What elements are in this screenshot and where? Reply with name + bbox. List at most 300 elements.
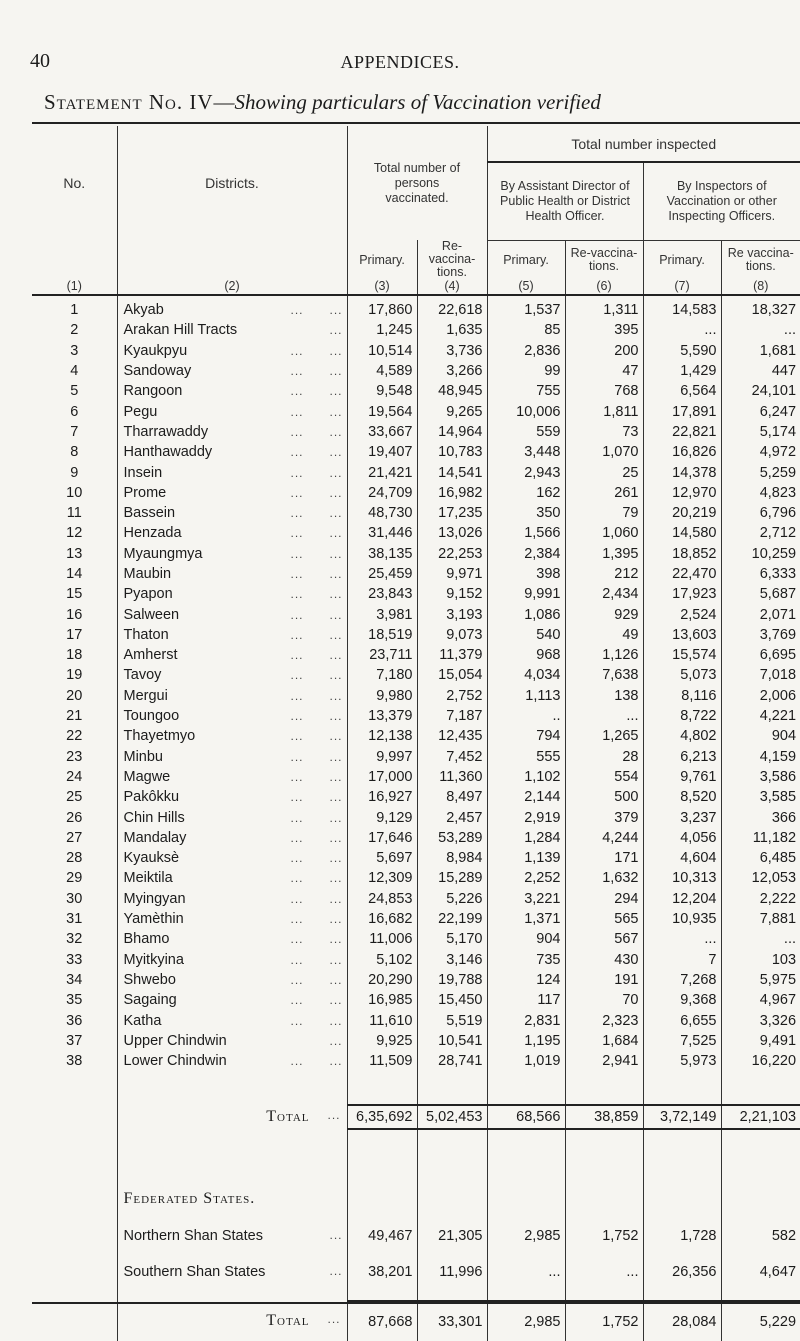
cell-row-number: 35 [32, 990, 117, 1010]
cell-revaccinated-inspected-adph: 379 [565, 807, 643, 827]
district-name: Pyapon [123, 586, 173, 603]
district-name: Toungoo [123, 708, 180, 725]
cell-primary-vaccinated: 9,925 [376, 1032, 413, 1049]
spacer-row [32, 1249, 800, 1259]
table-row [32, 645, 800, 665]
district-name: Myitkyina [123, 951, 184, 968]
cell-row-number: 27 [32, 828, 117, 848]
cell-primary-inspected-inspectors: 15,574 [672, 647, 717, 664]
header-primary-3: Primary. [359, 252, 405, 267]
cell-revaccinated-inspected-inspectors: 2,006 [721, 686, 800, 706]
cell-row-number: 5 [32, 381, 117, 401]
table-row [32, 807, 800, 827]
cell-primary-inspected-inspectors: 12,970 [672, 484, 717, 501]
cell-district [117, 889, 347, 909]
cell-revaccinated-inspected-inspectors: 7,881 [721, 909, 800, 929]
table-row [32, 828, 800, 848]
cell-primary-inspected-adph: 1,284 [524, 829, 561, 846]
cell-revaccinated-inspected-inspectors: 2,21,103 [721, 1105, 800, 1129]
cell-primary-inspected-inspectors: 4,056 [680, 829, 717, 846]
cell-revaccinated-inspected-inspectors: 4,221 [721, 706, 800, 726]
district-name: Rangoon [123, 383, 183, 400]
cell-district [117, 341, 347, 361]
cell-row-number: 4 [32, 361, 117, 381]
cell-primary-vaccinated: 20,290 [368, 971, 413, 988]
cell-revaccinated: 14,964 [417, 422, 487, 442]
cell-revaccinated: 9,265 [417, 401, 487, 421]
cell-row-number: 30 [32, 889, 117, 909]
leader-dots: ... ... [290, 993, 343, 1008]
cell-revaccinated-inspected-adph: 1,060 [565, 523, 643, 543]
table-row [32, 929, 800, 949]
cell-primary-inspected-adph: 85 [544, 322, 561, 339]
cell-district [117, 1259, 347, 1285]
leader-dots: ... ... [290, 506, 343, 521]
district-name: Yamèthin [123, 911, 184, 928]
leader-dots: ... ... [290, 1054, 343, 1069]
district-name: Mergui [123, 687, 168, 704]
cell-revaccinated-inspected-inspectors: ... [721, 320, 800, 340]
col-index-1: (1) [32, 279, 117, 295]
cell-primary-inspected-adph: 68,566 [487, 1105, 565, 1129]
leader-dots: ... ... [290, 668, 343, 683]
cell-district [117, 604, 347, 624]
cell-revaccinated-inspected-inspectors: 4,823 [721, 483, 800, 503]
cell-primary-inspected-adph: 2,943 [524, 464, 561, 481]
cell-primary-inspected-adph: 1,086 [524, 606, 561, 623]
cell-revaccinated: 7,452 [417, 747, 487, 767]
cell-revaccinated: 15,054 [417, 665, 487, 685]
spacer-row [32, 1285, 800, 1301]
cell-primary-inspected-adph: 1,019 [524, 1053, 561, 1070]
cell-row-number: 12 [32, 523, 117, 543]
leader-dots: ... ... [290, 810, 343, 825]
title-dash: — [213, 90, 235, 114]
cell-revaccinated-inspected-inspectors: 5,174 [721, 422, 800, 442]
cell-primary-vaccinated: 12,309 [368, 870, 413, 887]
cell-revaccinated: 15,450 [417, 990, 487, 1010]
cell-revaccinated-inspected-inspectors: 904 [721, 726, 800, 746]
cell-primary-inspected-adph: 9,991 [524, 586, 561, 603]
cell-primary-vaccinated: 31,446 [368, 525, 413, 542]
cell-revaccinated-inspected-adph: 49 [565, 625, 643, 645]
cell-revaccinated: 12,435 [417, 726, 487, 746]
cell-revaccinated-inspected-inspectors: 4,159 [721, 747, 800, 767]
cell-primary-vaccinated: 38,201 [368, 1264, 413, 1281]
cell-primary-inspected-adph: 2,836 [524, 342, 561, 359]
cell-primary-inspected-adph: 904 [536, 931, 561, 948]
cell-district [117, 462, 347, 482]
cell-primary-vaccinated: 24,853 [368, 890, 413, 907]
cell-row-number: 38 [32, 1051, 117, 1071]
table-row [32, 889, 800, 909]
cell-district [117, 544, 347, 564]
cell-revaccinated: 22,199 [417, 909, 487, 929]
cell-row-number: 28 [32, 848, 117, 868]
running-head: APPENDICES. [340, 52, 460, 72]
cell-revaccinated: 10,541 [417, 1031, 487, 1051]
cell-revaccinated-inspected-inspectors: 3,585 [721, 787, 800, 807]
cell-row-number: 18 [32, 645, 117, 665]
spacer-row [32, 1129, 800, 1185]
cell-row-number: 14 [32, 564, 117, 584]
leader-dots: ... [329, 1033, 343, 1048]
cell-revaccinated: 3,736 [417, 341, 487, 361]
cell-empty [32, 1301, 117, 1341]
cell-revaccinated-inspected-inspectors: 5,687 [721, 584, 800, 604]
cell-revaccinated: 7,187 [417, 706, 487, 726]
cell-primary-inspected-adph: 555 [536, 748, 561, 765]
cell-revaccinated-inspected-inspectors: 18,327 [721, 295, 800, 320]
cell-primary-inspected-adph: 968 [536, 647, 561, 664]
cell-district [117, 625, 347, 645]
cell-revaccinated-inspected-adph: 430 [565, 950, 643, 970]
cell-revaccinated-inspected-inspectors: 6,796 [721, 503, 800, 523]
leader-dots: ... ... [290, 932, 343, 947]
table-row [32, 401, 800, 421]
cell-revaccinated-inspected-inspectors: 2,712 [721, 523, 800, 543]
leader-dots: ... ... [290, 871, 343, 886]
cell-primary-inspected-inspectors: 16,826 [672, 444, 717, 461]
district-name: Tavoy [123, 667, 162, 684]
district-name: Mandalay [123, 829, 187, 846]
cell-revaccinated-inspected-inspectors: 3,586 [721, 767, 800, 787]
table-row [32, 462, 800, 482]
cell-primary-vaccinated: 19,564 [368, 403, 413, 420]
district-name: Pegu [123, 403, 158, 420]
cell-primary-vaccinated: 87,668 [347, 1301, 417, 1341]
cell-district [117, 848, 347, 868]
cell-revaccinated: 11,360 [417, 767, 487, 787]
statement-number: Statement No. IV [44, 90, 214, 114]
leader-dots: ... ... [290, 790, 343, 805]
cell-primary-vaccinated: 10,514 [368, 342, 413, 359]
cell-row-number: 23 [32, 747, 117, 767]
leader-dots: ... ... [290, 729, 343, 744]
cell-primary-inspected-adph: 117 [537, 992, 561, 1009]
cell-primary-inspected-adph: 540 [536, 626, 561, 643]
cell-revaccinated-inspected-inspectors: 1,681 [721, 341, 800, 361]
cell-revaccinated-inspected-adph: 138 [565, 686, 643, 706]
cell-primary-inspected-inspectors: 4,802 [680, 728, 717, 745]
table-row [32, 1259, 800, 1285]
cell-revaccinated-inspected-inspectors: 2,071 [721, 604, 800, 624]
leader-dots: ... [327, 1312, 341, 1327]
leader-dots: ... ... [290, 485, 343, 500]
cell-revaccinated-inspected-adph: 191 [565, 970, 643, 990]
cell-primary-inspected-adph: 3,221 [524, 890, 561, 907]
table-row [32, 1223, 800, 1249]
cell-revaccinated: 5,02,453 [417, 1105, 487, 1129]
cell-row-number: 17 [32, 625, 117, 645]
cell-revaccinated-inspected-adph: 2,434 [565, 584, 643, 604]
cell-primary-inspected-adph: 1,195 [524, 1032, 561, 1049]
cell-primary-inspected-inspectors: 7,525 [680, 1032, 717, 1049]
cell-revaccinated-inspected-inspectors: 16,220 [721, 1051, 800, 1071]
cell-revaccinated: 33,301 [417, 1301, 487, 1341]
header-revaccination-6: Re-vaccina-tions. [565, 240, 643, 279]
cell-primary-inspected-adph: 398 [536, 566, 561, 582]
cell-revaccinated-inspected-adph: 768 [565, 381, 643, 401]
cell-district [117, 523, 347, 543]
cell-revaccinated: 1,635 [417, 320, 487, 340]
leader-dots: ... ... [290, 607, 343, 622]
cell-primary-inspected-adph: .. [552, 708, 561, 725]
cell-district [117, 503, 347, 523]
cell-district [117, 950, 347, 970]
district-name: Kyauksè [123, 850, 180, 867]
cell-primary-vaccinated: 7,180 [376, 667, 413, 684]
cell-revaccinated-inspected-inspectors: 7,018 [721, 665, 800, 685]
cell-primary-inspected-inspectors: 8,722 [680, 708, 717, 725]
total-label-cell [117, 1105, 347, 1129]
col-index-4: (4) [417, 279, 487, 295]
cell-district [117, 1031, 347, 1051]
cell-revaccinated: 19,788 [417, 970, 487, 990]
cell-primary-inspected-adph: 794 [536, 728, 561, 745]
leader-dots: ... ... [290, 891, 343, 906]
cell-primary-vaccinated: 12,138 [368, 728, 413, 745]
cell-revaccinated-inspected-inspectors: 24,101 [721, 381, 800, 401]
cell-revaccinated-inspected-adph: 294 [565, 889, 643, 909]
table-row [32, 320, 800, 340]
cell-row-number: 22 [32, 726, 117, 746]
cell-district [117, 645, 347, 665]
cell-revaccinated-inspected-inspectors: 12,053 [721, 868, 800, 888]
cell-revaccinated: 5,519 [417, 1010, 487, 1030]
cell-revaccinated-inspected-inspectors: 366 [721, 807, 800, 827]
cell-revaccinated-inspected-adph: 70 [565, 990, 643, 1010]
total-label: Total [266, 1312, 310, 1330]
cell-primary-inspected-adph: 2,384 [524, 545, 561, 562]
cell-revaccinated: 3,146 [417, 950, 487, 970]
cell-primary-inspected-adph: 735 [536, 951, 561, 968]
table-row [32, 361, 800, 381]
cell-row-number: 2 [32, 320, 117, 340]
cell-revaccinated: 21,305 [417, 1223, 487, 1249]
cell-revaccinated-inspected-inspectors: 11,182 [721, 828, 800, 848]
cell-revaccinated-inspected-adph: 261 [565, 483, 643, 503]
cell-revaccinated-inspected-inspectors: 3,769 [721, 625, 800, 645]
cell-primary-inspected-inspectors: 22,821 [672, 423, 717, 440]
cell-primary-inspected-adph: 3,448 [524, 444, 561, 461]
cell-district [117, 787, 347, 807]
cell-primary-vaccinated: 9,129 [376, 809, 413, 826]
spacer-row [32, 1213, 800, 1223]
district-name: Southern Shan States [123, 1264, 266, 1281]
cell-primary-vaccinated: 23,843 [368, 586, 413, 603]
col-index-3: (3) [347, 279, 417, 295]
cell-row-number: 31 [32, 909, 117, 929]
leader-dots: ... ... [290, 364, 343, 379]
cell-primary-inspected-inspectors: 14,583 [672, 302, 717, 319]
cell-primary-vaccinated: 18,519 [368, 626, 413, 643]
col-index-5: (5) [487, 279, 565, 295]
federated-heading-row [32, 1185, 800, 1213]
table-row [32, 747, 800, 767]
cell-primary-inspected-adph: 350 [536, 505, 561, 522]
cell-row-number: 29 [32, 868, 117, 888]
cell-primary-inspected-adph: 2,252 [524, 870, 561, 887]
cell-revaccinated-inspected-inspectors: 5,259 [721, 462, 800, 482]
cell-row-number: 36 [32, 1010, 117, 1030]
cell-row-number: 24 [32, 767, 117, 787]
col-index-2: (2) [117, 279, 347, 295]
district-name: Prome [123, 484, 167, 501]
cell-revaccinated-inspected-adph: 565 [565, 909, 643, 929]
federated-total-row [32, 1301, 800, 1341]
cell-revaccinated-inspected-adph: 395 [565, 320, 643, 340]
cell-district [117, 442, 347, 462]
cell-revaccinated-inspected-adph: 1,126 [565, 645, 643, 665]
cell-revaccinated-inspected-adph: 38,859 [565, 1105, 643, 1129]
cell-revaccinated-inspected-adph: 1,752 [565, 1223, 643, 1249]
col-index-7: (7) [643, 279, 721, 295]
cell-primary-inspected-inspectors: 14,378 [672, 464, 717, 481]
cell-row-number: 21 [32, 706, 117, 726]
table-row [32, 767, 800, 787]
cell-revaccinated-inspected-adph: 4,244 [565, 828, 643, 848]
leader-dots: ... ... [290, 627, 343, 642]
cell-revaccinated-inspected-inspectors: 6,333 [721, 564, 800, 584]
table-row [32, 990, 800, 1010]
table-row [32, 848, 800, 868]
cell-primary-inspected-inspectors: 7 [708, 951, 717, 968]
cell-row-number: 20 [32, 686, 117, 706]
cell-primary-inspected-inspectors: ... [704, 322, 717, 339]
cell-district [117, 1010, 347, 1030]
cell-revaccinated: 5,226 [417, 889, 487, 909]
leader-dots: ... ... [290, 465, 343, 480]
cell-primary-inspected-adph: ... [548, 1264, 561, 1281]
leader-dots: ... ... [290, 445, 343, 460]
cell-district [117, 483, 347, 503]
cell-primary-inspected-inspectors: 17,923 [672, 586, 717, 603]
cell-primary-inspected-inspectors: 12,204 [672, 890, 717, 907]
leader-dots: ... [327, 1108, 341, 1123]
cell-revaccinated-inspected-inspectors: 3,326 [721, 1010, 800, 1030]
cell-primary-inspected-adph: 1,113 [525, 687, 561, 704]
cell-district [117, 929, 347, 949]
cell-district [117, 747, 347, 767]
table-row [32, 523, 800, 543]
cell-row-number: 8 [32, 442, 117, 462]
header-revaccination-8: Re vaccina-tions. [721, 240, 800, 279]
header-revaccination-4: Re-vaccina-tions. [417, 240, 487, 279]
cell-district [117, 665, 347, 685]
cell-revaccinated-inspected-inspectors: 4,647 [721, 1259, 800, 1285]
cell-revaccinated: 9,152 [417, 584, 487, 604]
cell-primary-vaccinated: 6,35,692 [347, 1105, 417, 1129]
cell-primary-inspected-inspectors: 6,564 [680, 383, 717, 400]
cell-revaccinated-inspected-adph: 1,265 [565, 726, 643, 746]
cell-primary-inspected-inspectors: 4,604 [680, 850, 717, 867]
cell-primary-inspected-inspectors: 26,356 [672, 1264, 717, 1281]
leader-dots: ... ... [290, 526, 343, 541]
cell-primary-vaccinated: 19,407 [368, 444, 413, 461]
cell-row-number: 13 [32, 544, 117, 564]
table-row [32, 442, 800, 462]
cell-district [117, 990, 347, 1010]
district-name: Upper Chindwin [123, 1032, 227, 1049]
cell-revaccinated: 10,783 [417, 442, 487, 462]
cell-primary-inspected-adph: 2,144 [524, 789, 561, 806]
district-name: Myaungmya [123, 545, 203, 562]
table-row [32, 1010, 800, 1030]
cell-revaccinated-inspected-inspectors: ... [721, 929, 800, 949]
leader-dots: ... [329, 1228, 343, 1243]
cell-revaccinated-inspected-adph: 79 [565, 503, 643, 523]
total-label: Total [266, 1108, 310, 1126]
cell-district [117, 381, 347, 401]
cell-primary-inspected-inspectors: 5,973 [680, 1053, 717, 1070]
district-name: Thaton [123, 626, 169, 643]
district-name: Akyab [123, 302, 164, 319]
leader-dots: ... ... [290, 546, 343, 561]
cell-revaccinated: 11,379 [417, 645, 487, 665]
district-name: Bassein [123, 505, 176, 522]
district-name: Sandoway [123, 363, 192, 380]
cell-revaccinated: 53,289 [417, 828, 487, 848]
district-name: Insein [123, 464, 163, 481]
cell-primary-vaccinated: 9,997 [376, 748, 413, 765]
district-name: Henzada [123, 525, 182, 542]
cell-district [117, 401, 347, 421]
cell-revaccinated-inspected-adph: 1,395 [565, 544, 643, 564]
cell-row-number: 19 [32, 665, 117, 685]
cell-revaccinated: 13,026 [417, 523, 487, 543]
cell-revaccinated-inspected-adph: 929 [565, 604, 643, 624]
cell-revaccinated: 9,073 [417, 625, 487, 645]
leader-dots: ... ... [290, 1013, 343, 1028]
cell-district [117, 320, 347, 340]
cell-revaccinated-inspected-adph: 73 [565, 422, 643, 442]
cell-row-number: 10 [32, 483, 117, 503]
cell-row-number: 11 [32, 503, 117, 523]
cell-primary-inspected-adph: 2,831 [524, 1012, 561, 1029]
cell-revaccinated-inspected-adph: 1,811 [565, 401, 643, 421]
cell-row-number: 7 [32, 422, 117, 442]
district-name: Thayetmyo [123, 728, 196, 745]
cell-primary-vaccinated: 9,548 [376, 383, 413, 400]
cell-row-number: 16 [32, 604, 117, 624]
district-name: Hanthawaddy [123, 444, 213, 461]
cell-primary-inspected-inspectors: 9,368 [680, 992, 717, 1009]
cell-revaccinated-inspected-adph: 200 [565, 341, 643, 361]
cell-primary-inspected-inspectors: 18,852 [672, 545, 717, 562]
district-name: Lower Chindwin [123, 1053, 227, 1070]
cell-primary-inspected-adph: 10,006 [516, 403, 561, 420]
cell-row-number: 6 [32, 401, 117, 421]
cell-primary-vaccinated: 16,682 [368, 911, 413, 928]
cell-revaccinated-inspected-adph: 500 [565, 787, 643, 807]
cell-revaccinated: 16,982 [417, 483, 487, 503]
cell-primary-inspected-inspectors: 17,891 [672, 403, 717, 420]
leader-dots: ... ... [290, 709, 343, 724]
cell-revaccinated-inspected-inspectors: 4,972 [721, 442, 800, 462]
cell-revaccinated: 22,253 [417, 544, 487, 564]
cell-district [117, 1051, 347, 1071]
table-row [32, 970, 800, 990]
statement-subtitle: Showing particulars of Vaccination verified [234, 90, 601, 114]
cell-row-number: 32 [32, 929, 117, 949]
leader-dots: ... ... [290, 404, 343, 419]
leader-dots: ... ... [290, 912, 343, 927]
table-row [32, 295, 800, 320]
cell-primary-vaccinated: 38,135 [368, 545, 413, 562]
cell-primary-vaccinated: 24,709 [368, 484, 413, 501]
cell-primary-inspected-inspectors: 8,520 [680, 789, 717, 806]
